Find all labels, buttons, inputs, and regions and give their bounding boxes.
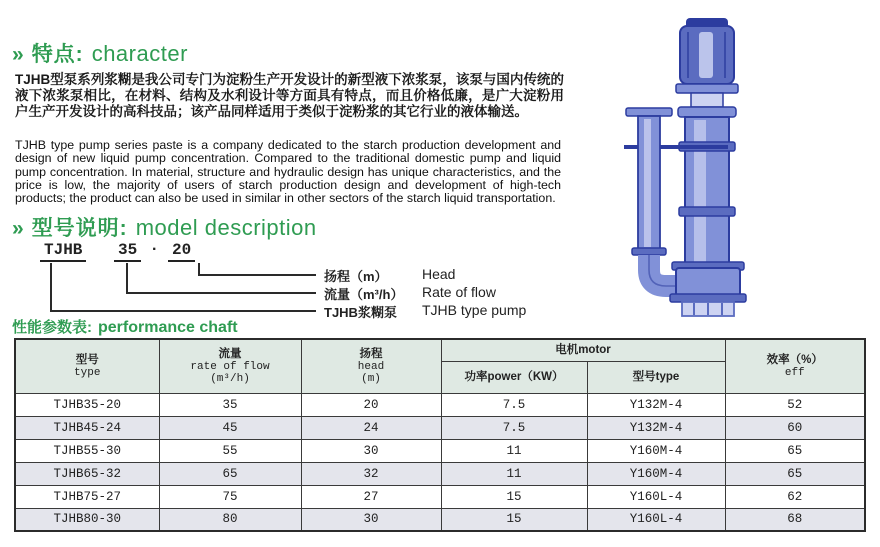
header-power [441,361,587,393]
cell-head: 30 [301,439,441,462]
header-type-en: type [74,366,101,379]
double-chevron-icon: » [12,43,24,66]
cell-motor: Y132M-4 [587,393,725,416]
cell-type: TJHB35-20 [15,393,159,416]
performance-heading-zh: 性能参数表: [12,319,92,336]
table-row [15,462,865,485]
header-flow-en: rate of flow [190,360,270,373]
table-row [15,508,865,531]
cell-power: 7.5 [441,416,587,439]
cell-flow: 35 [159,393,301,416]
model-code-brand: TJHB [40,241,86,262]
cell-eff: 65 [725,439,865,462]
cell-head: 27 [301,485,441,508]
character-heading-en: character [91,41,188,66]
header-head-zh: 扬程 [359,347,383,360]
cell-type: TJHB80-30 [15,508,159,531]
legend-pump-zh: TJHB浆糊泵 [324,305,397,320]
cell-head: 32 [301,462,441,485]
cell-power: 7.5 [441,393,587,416]
connector-line [126,292,316,294]
legend-pump-en: TJHB type pump [422,302,527,318]
cell-power: 15 [441,508,587,531]
model-heading-en: model description [135,215,317,240]
cell-eff: 65 [725,462,865,485]
header-motor-type-label: 型号type [632,370,680,383]
header-motor-group-label: 电机motor [555,343,611,356]
header-type [15,339,159,393]
cell-motor: Y160M-4 [587,462,725,485]
model-heading [12,212,317,242]
cell-flow: 75 [159,485,301,508]
cell-flow: 55 [159,439,301,462]
cell-flow: 45 [159,416,301,439]
cell-power: 15 [441,485,587,508]
character-heading-zh: 特点: [31,43,84,66]
performance-heading-en: performance chaft [98,319,238,336]
cell-eff: 52 [725,393,865,416]
header-type-zh: 型号 [75,353,99,366]
cell-power: 11 [441,462,587,485]
model-heading-zh: 型号说明: [31,217,128,240]
legend-head-en: Head [422,266,456,282]
cell-type: TJHB75-27 [15,485,159,508]
cell-flow: 65 [159,462,301,485]
cell-type: TJHB45-24 [15,416,159,439]
header-power-label: 功率power（KW） [464,370,564,383]
model-code-head: 20 [168,241,195,262]
cell-type: TJHB65-32 [15,462,159,485]
cell-eff: 60 [725,416,865,439]
legend-head-zh: 扬程（m） [324,269,388,284]
character-paragraph-zh: TJHB型泵系列浆糊是我公司专门为淀粉生产开发设计的新型液下浓浆泵，该泵与国内传统的液下浓浆泵相比，在材料、结构及水利设计等方面具有特点，而且价格低廉，是广大淀粉用户生产开发设计的高科技品；该产品同样适用于类似于淀粉浆的其它行业的液体输送。 [15,72,564,119]
double-chevron-icon: » [12,217,24,240]
legend-flow-en: Rate of flow [422,284,496,300]
cell-motor: Y160L-4 [587,508,725,531]
header-eff [725,339,865,393]
cell-flow: 80 [159,508,301,531]
cell-eff: 62 [725,485,865,508]
header-head-unit: (m) [361,372,381,385]
table-row [15,485,865,508]
header-flow-zh: 流量 [218,347,242,360]
cell-motor: Y160M-4 [587,439,725,462]
performance-heading [12,316,238,337]
character-paragraph-en: TJHB type pump series paste is a company dedicated to the starch production development and design of new liquid pump concentration. Compared to the traditional domestic pump and liquid pump concentration. In material, structure and hydraulic design has unique characteristics, and the price is low, the majority of users of starch production design and development of high-tech products; the product can also be used in similar in other sectors of the starch liquid transportation. [15,138,561,206]
cell-motor: Y132M-4 [587,416,725,439]
header-eff-en: eff [784,366,805,379]
cell-head: 30 [301,508,441,531]
table-row [15,416,865,439]
cell-motor: Y160L-4 [587,485,725,508]
header-motor-type [587,361,725,393]
connector-line [50,310,316,312]
header-head [301,339,441,393]
connector-line [198,274,316,276]
header-flow [159,339,301,393]
connector-line [126,263,128,293]
legend-flow-zh: 流量（m³/h） [324,287,404,302]
character-heading [12,38,188,68]
cell-type: TJHB55-30 [15,439,159,462]
header-flow-unit: (m³/h) [210,372,250,385]
model-code-separator: · [152,241,158,258]
table-row [15,439,865,462]
model-code-flow: 35 [114,241,141,262]
model-code-diagram [30,241,610,323]
header-motor-group [441,339,725,361]
table-row [15,393,865,416]
cell-power: 11 [441,439,587,462]
performance-table [14,338,866,532]
pump-illustration [598,12,816,320]
cell-head: 20 [301,393,441,416]
header-eff-zh: 效率（%） [766,353,823,366]
cell-head: 24 [301,416,441,439]
header-head-en: head [357,360,385,373]
connector-line [50,263,52,311]
cell-eff: 68 [725,508,865,531]
